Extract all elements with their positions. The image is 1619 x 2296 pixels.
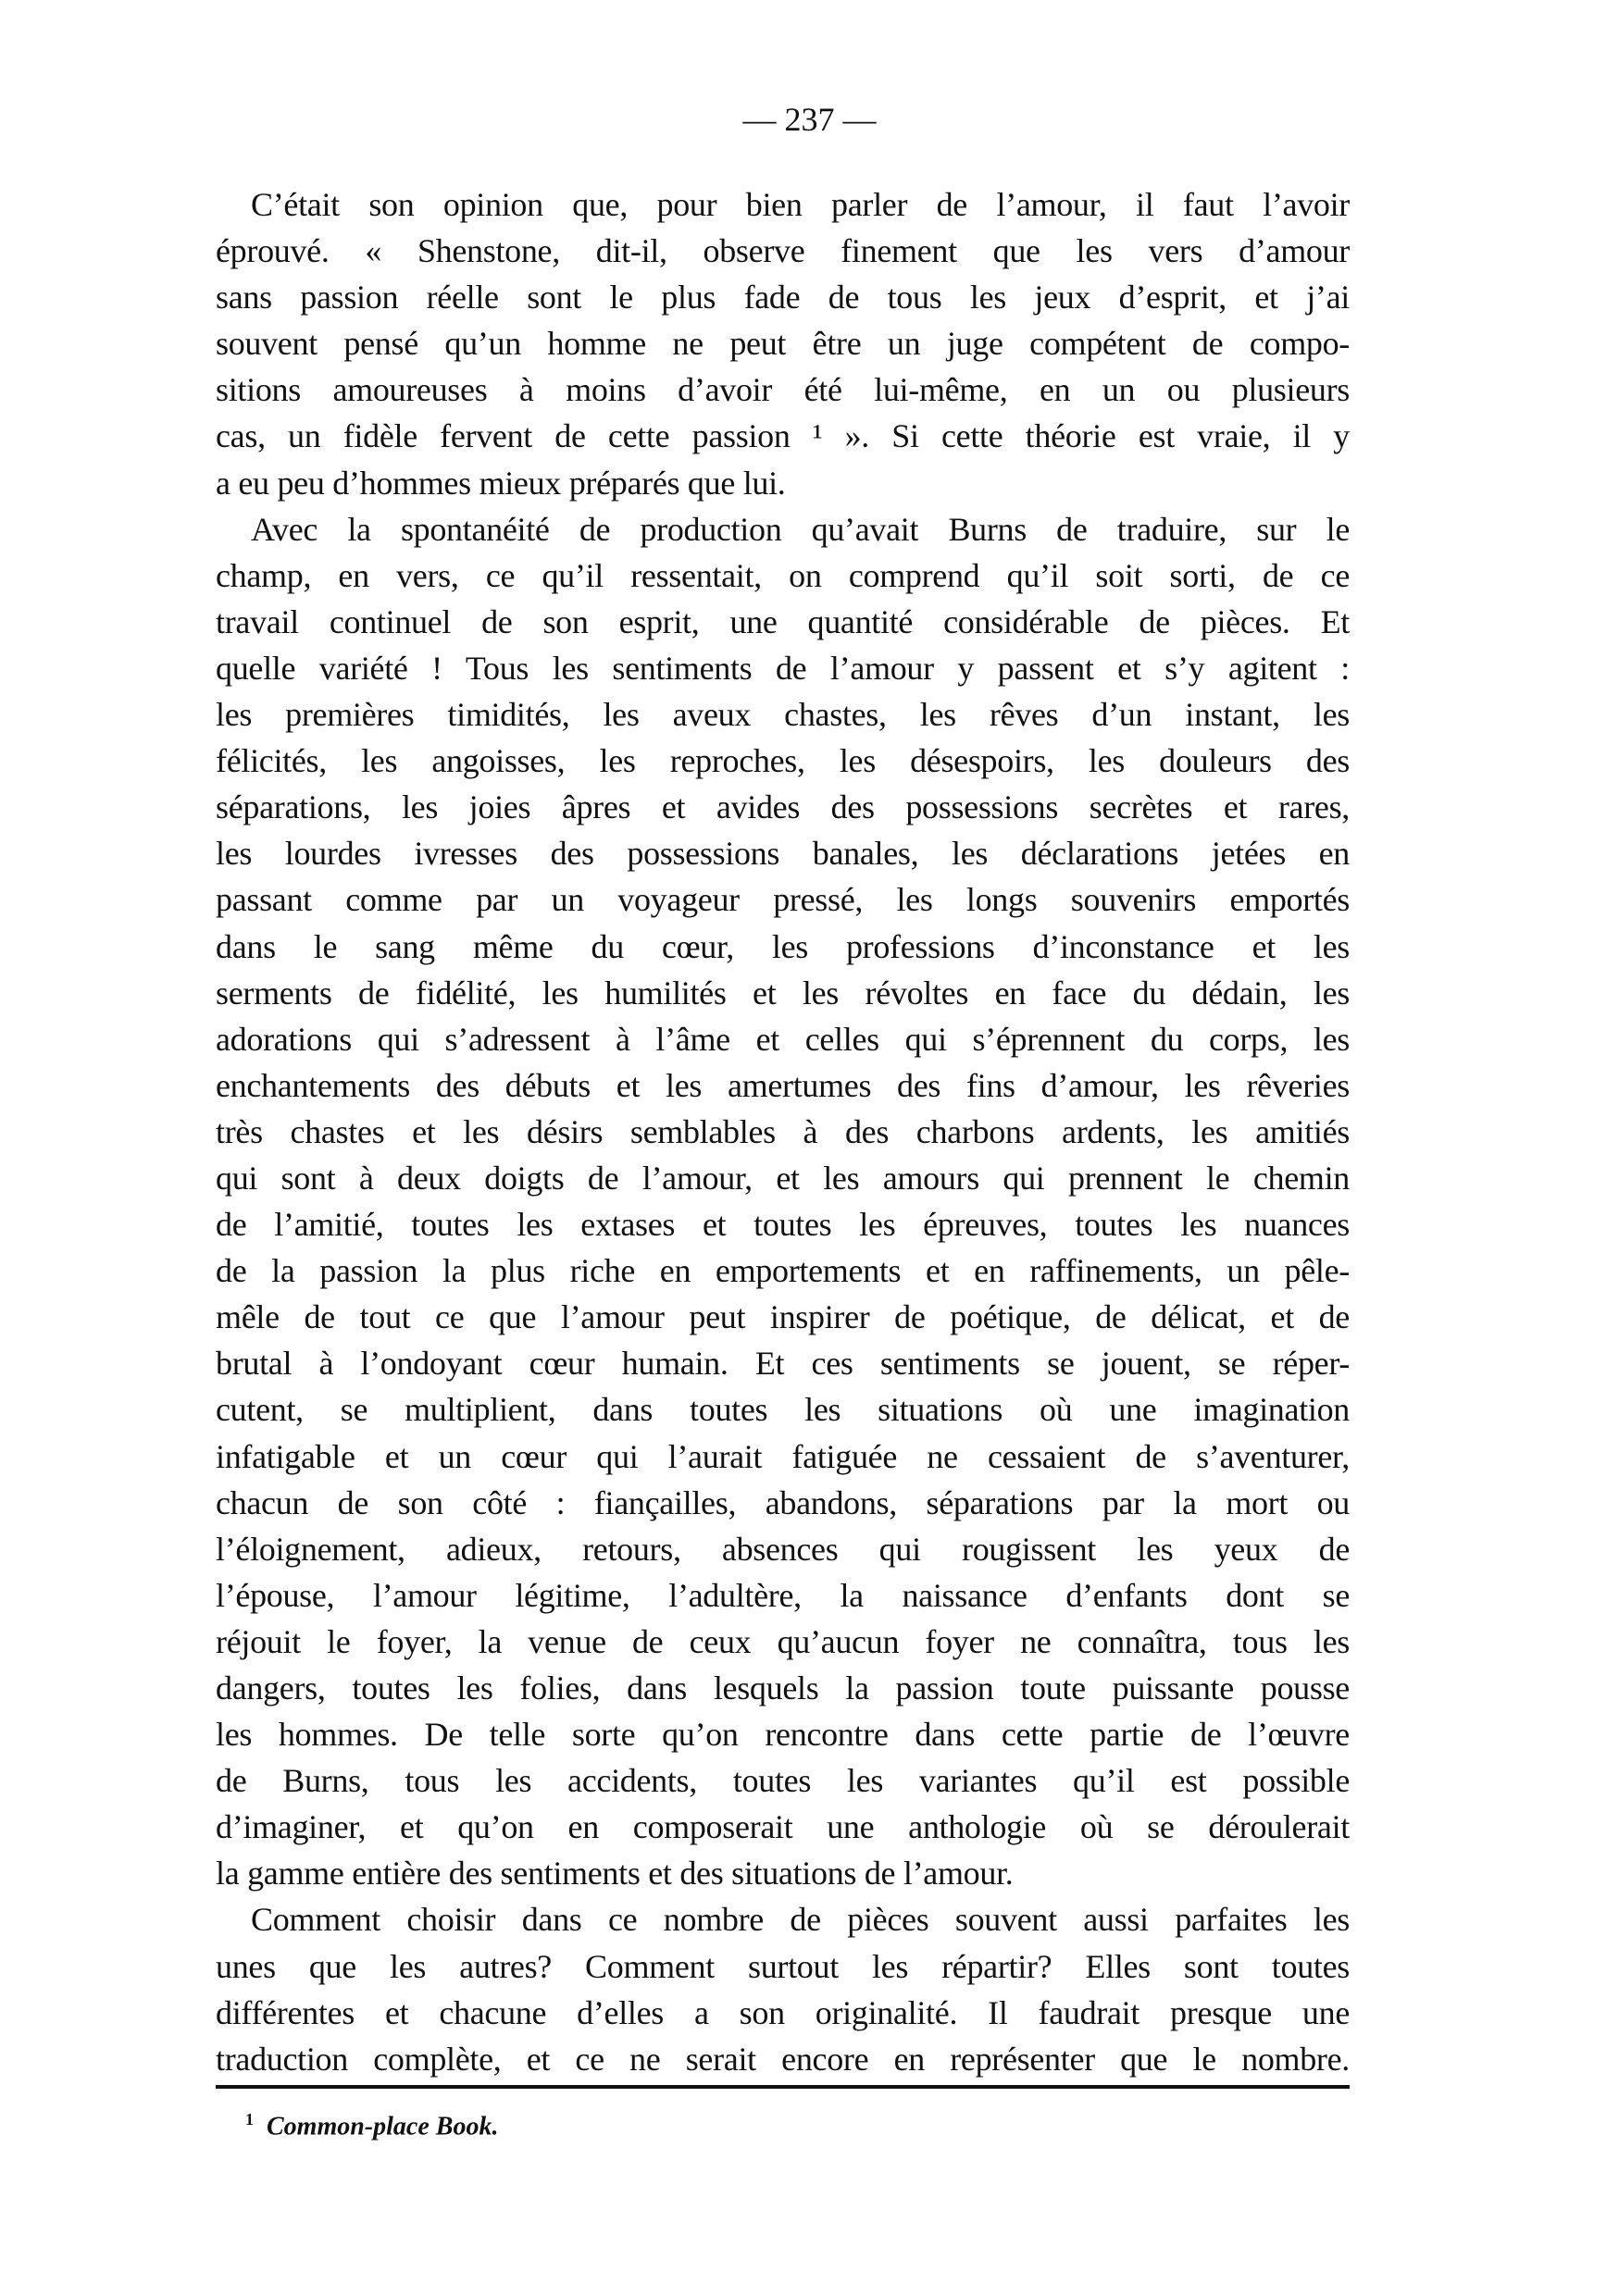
- footnote-text: Common-place Book.: [267, 2112, 499, 2141]
- page-number: — 237 —: [742, 101, 877, 138]
- text-line: enchantements des débuts et les amertumes des fins d’amour, les rêveries: [216, 1066, 1350, 1104]
- text-line: a eu peu d’hommes mieux préparés que lui.: [216, 464, 786, 502]
- text-line: qui sont à deux doigts de l’amour, et les amours qui prennent le chemin: [216, 1159, 1350, 1197]
- text-line: sans passion réelle sont le plus fade de tous les jeux d’esprit, et j’ai: [216, 279, 1350, 316]
- body-text: [216, 181, 1350, 2082]
- paragraph: [216, 506, 1350, 1897]
- text-line: brutal à l’ondoyant cœur humain. Et ces sentiments se jouent, se réper-: [216, 1345, 1350, 1383]
- text-line: les lourdes ivresses des possessions banales, les déclarations jetées en: [216, 835, 1350, 873]
- text-line: souvent pensé qu’un homme ne peut être un juge compétent de compo-: [216, 325, 1350, 363]
- text-line: différentes et chacune d’elles a son originalité. Il faudrait presque une: [216, 1993, 1350, 2031]
- text-line: Avec la spontanéité de production qu’avait Burns de traduire, sur le: [251, 510, 1350, 548]
- text-line: champ, en vers, ce qu’il ressentait, on comprend qu’il soit sorti, de ce: [216, 556, 1350, 594]
- text-line: les premières timidités, les aveux chastes, les rêves d’un instant, les: [216, 696, 1350, 734]
- text-line: quelle variété ! Tous les sentiments de l’amour y passent et s’y agitent :: [216, 649, 1350, 687]
- text-line: dans le sang même du cœur, les professions d’inconstance et les: [216, 927, 1350, 965]
- text-line: cas, un fidèle fervent de cette passion ¹ ». Si cette théorie est vraie, il y: [216, 417, 1350, 455]
- text-line: cutent, se multiplient, dans toutes les situations où une imagination: [216, 1391, 1350, 1429]
- text-line: très chastes et les désirs semblables à des charbons ardents, les amitiés: [216, 1112, 1350, 1150]
- text-line: chacun de son côté : fiançailles, abandons, séparations par la mort ou: [216, 1483, 1350, 1521]
- text-line: passant comme par un voyageur pressé, les longs souvenirs emportés: [216, 881, 1350, 919]
- text-line: les hommes. De telle sorte qu’on rencontre dans cette partie de l’œuvre: [216, 1716, 1350, 1754]
- text-line: éprouvé. « Shenstone, dit-il, observe finement que les vers d’amour: [216, 232, 1350, 270]
- text-line: infatigable et un cœur qui l’aurait fatiguée ne cessaient de s’aventurer,: [216, 1437, 1350, 1475]
- text-line: de l’amitié, toutes les extases et toutes les épreuves, toutes les nuances: [216, 1206, 1350, 1244]
- text-line: réjouit le foyer, la venue de ceux qu’aucun foyer ne connaîtra, tous les: [216, 1622, 1350, 1660]
- text-line: unes que les autres? Comment surtout les répartir? Elles sont toutes: [216, 1947, 1350, 1985]
- paragraph: [216, 1896, 1350, 2081]
- text-line: dangers, toutes les folies, dans lesquels la passion toute puissante pousse: [216, 1669, 1350, 1706]
- text-line: adorations qui s’adressent à l’âme et celles qui s’éprennent du corps, les: [216, 1020, 1350, 1058]
- text-line: traduction complète, et ce ne serait encore en représenter que le nombre.: [216, 2040, 1350, 2078]
- text-line: Comment choisir dans ce nombre de pièces souvent aussi parfaites les: [251, 1901, 1350, 1939]
- text-line: l’épouse, l’amour légitime, l’adultère, la naissance d’enfants dont se: [216, 1576, 1350, 1614]
- text-line: l’éloignement, adieux, retours, absences qui rougissent les yeux de: [216, 1530, 1350, 1568]
- text-line: C’était son opinion que, pour bien parler de l’amour, il faut l’avoir: [251, 186, 1350, 223]
- text-line: sitions amoureuses à moins d’avoir été lui-même, en un ou plusieurs: [216, 371, 1350, 409]
- text-line: félicités, les angoisses, les reproches, les désespoirs, les douleurs des: [216, 742, 1350, 780]
- text-line: serments de fidélité, les humilités et les révoltes en face du dédain, les: [216, 974, 1350, 1011]
- footnote-marker: 1: [245, 2110, 254, 2128]
- footnote: [245, 2110, 498, 2141]
- text-line: travail continuel de son esprit, une quantité considérable de pièces. Et: [216, 602, 1350, 640]
- text-line: mêle de tout ce que l’amour peut inspirer de poétique, de délicat, et de: [216, 1298, 1350, 1336]
- text-line: d’imaginer, et qu’on en composerait une anthologie où se déroulerait: [216, 1808, 1350, 1846]
- paragraph: [216, 181, 1350, 506]
- text-line: de la passion la plus riche en emportements et en raffinements, un pêle-: [216, 1252, 1350, 1290]
- text-line: la gamme entière des sentiments et des situations de l’amour.: [216, 1855, 1014, 1893]
- text-line: séparations, les joies âpres et avides des possessions secrètes et rares,: [216, 788, 1350, 826]
- text-line: de Burns, tous les accidents, toutes les variantes qu’il est possible: [216, 1762, 1350, 1800]
- footnote-divider: [216, 2085, 1350, 2089]
